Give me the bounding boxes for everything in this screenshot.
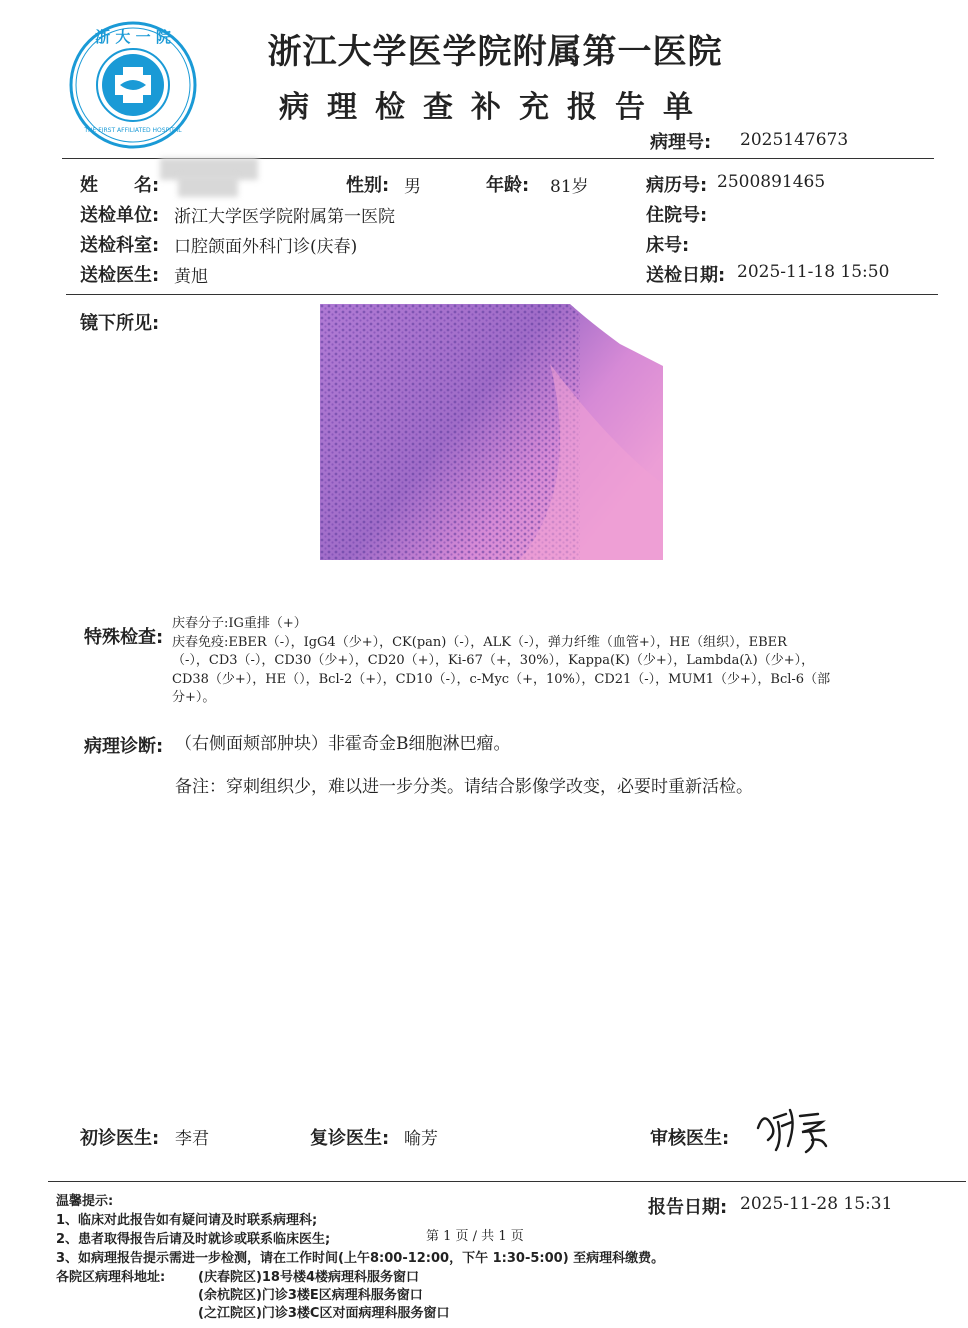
- special-line-3: （-），CD3（-），CD30（少+），CD20（+），Ki-67（+，30%），Kappa(K)（少+），Lambda(λ)（少+），: [172, 653, 815, 668]
- microscopy-image: [320, 304, 663, 560]
- name-label: 姓 名:: [80, 175, 160, 196]
- diagnosis-note: 备注：穿刺组织少，难以进一步分类。请结合影像学改变，必要时重新活检。: [175, 777, 753, 797]
- doctor-label: 送检医生:: [80, 265, 160, 286]
- address-3: (之江院区)门诊3楼C区对面病理科服务窗口: [198, 1306, 450, 1321]
- address-2: (余杭院区)门诊3楼E区病理科服务窗口: [198, 1288, 423, 1303]
- tip-3: 3、如病理报告提示需进一步检测，请在工作时间(上午8:00-12:00，下午 1:30-5:00) 至病理科缴费。: [56, 1251, 665, 1266]
- special-line-1: 庆春分子:IG重排（+）: [172, 616, 307, 631]
- audit-doctor-label: 审核医生:: [650, 1128, 730, 1149]
- first-doctor-value: 李君: [175, 1129, 209, 1149]
- date-label: 送检日期:: [646, 265, 726, 286]
- hospital-name: 浙江大学医学院附属第一医院: [267, 32, 723, 72]
- review-doctor-label: 复诊医生:: [310, 1128, 390, 1149]
- address-label: 各院区病理科地址:: [56, 1270, 166, 1285]
- tips-title: 温馨提示:: [56, 1194, 114, 1209]
- record-label: 病历号:: [646, 175, 708, 196]
- sex-value: 男: [404, 177, 421, 197]
- inpatient-label: 住院号:: [646, 205, 708, 226]
- review-doctor-value: 喻芳: [404, 1129, 438, 1149]
- hospital-logo: [68, 20, 198, 150]
- svg-text:浙 大 一 院: 浙 大 一 院: [95, 28, 171, 46]
- svg-text:1947: 1947: [124, 56, 142, 64]
- diagnosis-text: （右侧面颊部肿块）非霍奇金B细胞淋巴瘤。: [175, 734, 511, 754]
- age-label: 年龄:: [486, 175, 530, 196]
- report-date-label: 报告日期:: [648, 1197, 728, 1218]
- redacted-name-2: [178, 175, 238, 197]
- doctor-value: 黄旭: [174, 267, 208, 287]
- diagnosis-label: 病理诊断:: [84, 736, 164, 757]
- special-line-2: 庆春免疫:EBER（-），IgG4（少+），CK(pan)（-），ALK（-），弹力纤维（血管+），HE（组织），EBER: [172, 634, 787, 650]
- page-indicator: 第 1 页 / 共 1 页: [426, 1229, 524, 1244]
- date-value: 2025-11-18 15:50: [737, 262, 890, 282]
- unit-value: 浙江大学医学院附属第一医院: [174, 207, 395, 227]
- dept-value: 口腔颌面外科门诊(庆春): [174, 237, 358, 257]
- report-date-value: 2025-11-28 15:31: [740, 1194, 893, 1214]
- special-label: 特殊检查:: [84, 627, 164, 648]
- tip-2: 2、患者取得报告后请及时就诊或联系临床医生;: [56, 1232, 331, 1247]
- age-value: 81岁: [550, 177, 589, 197]
- address-1: (庆春院区)18号楼4楼病理科服务窗口: [198, 1270, 420, 1285]
- dept-label: 送检科室:: [80, 235, 160, 256]
- report-title: 病理检查补充报告单: [279, 90, 711, 125]
- special-line-4: CD38（少+），HE（），Bcl-2（+），CD10（-），c-Myc（+，10%），CD21（-），MUM1（少+），Bcl-6（部: [172, 671, 831, 687]
- first-doctor-label: 初诊医生:: [80, 1128, 160, 1149]
- svg-text:THE FIRST AFFILIATED HOSPITAL: THE FIRST AFFILIATED HOSPITAL: [84, 127, 182, 134]
- bed-label: 床号:: [646, 235, 690, 256]
- unit-label: 送检单位:: [80, 205, 160, 226]
- special-line-5: 分+）。: [172, 690, 216, 705]
- pathology-no-label: 病理号:: [650, 132, 712, 153]
- pathology-no-value: 2025147673: [740, 130, 849, 150]
- tip-1: 1、临床对此报告如有疑问请及时联系病理科;: [56, 1213, 318, 1228]
- sex-label: 性别:: [346, 175, 390, 196]
- microscopy-label: 镜下所见:: [80, 313, 160, 334]
- record-value: 2500891465: [717, 172, 826, 192]
- audit-signature: [752, 1100, 832, 1160]
